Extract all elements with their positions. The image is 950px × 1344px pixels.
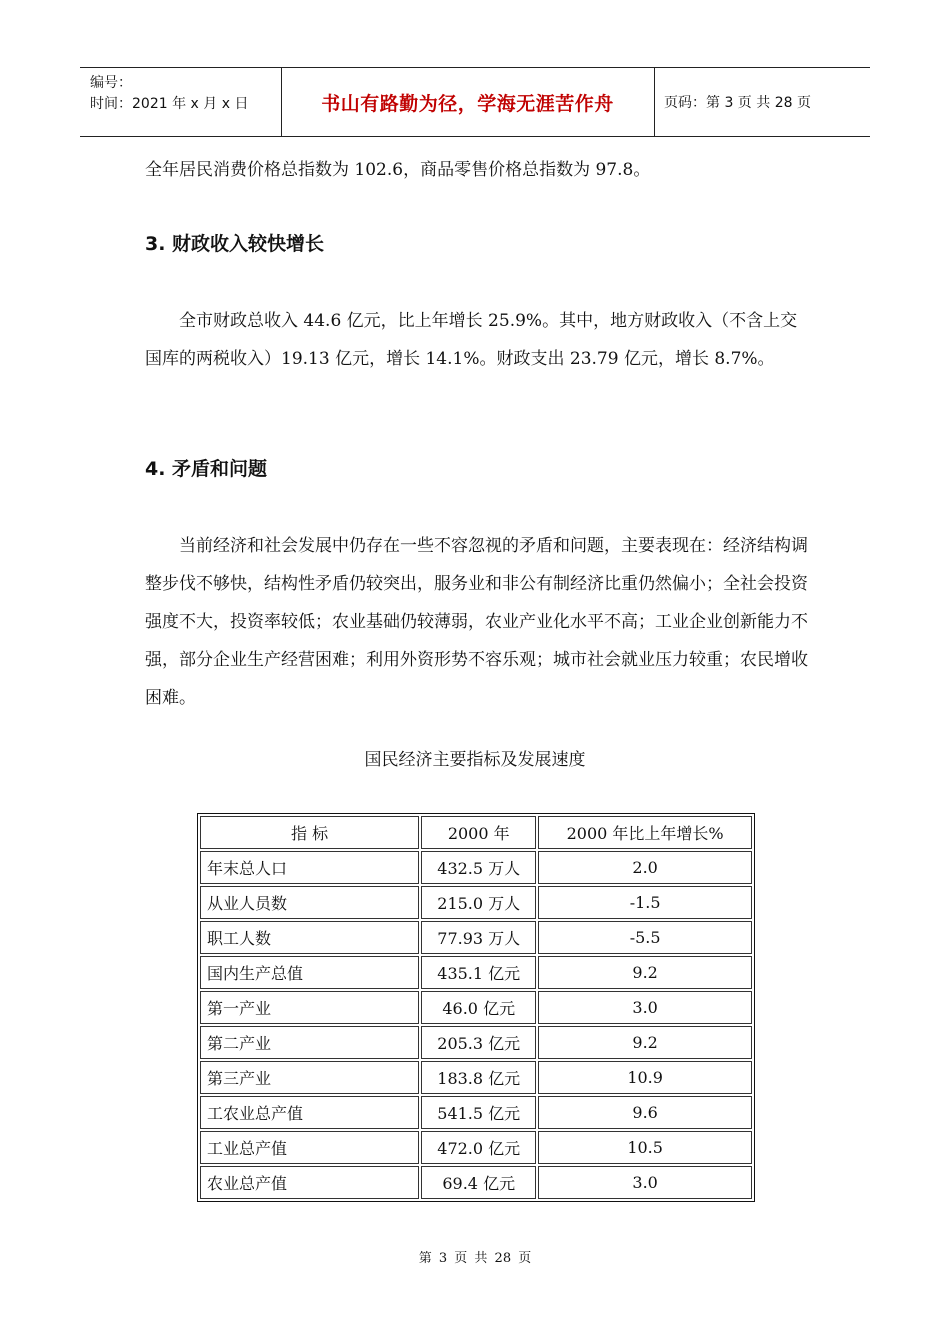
table-row: [200, 1061, 752, 1094]
indicator-name-cell: 职工人数: [200, 921, 419, 954]
table-row: [200, 956, 752, 989]
document-number-label: 编号：: [90, 75, 132, 91]
column-header: 指 标: [200, 816, 419, 849]
document-date: 时间：2021 年 x 月 x 日: [90, 96, 249, 112]
table-row: [200, 921, 752, 954]
value-2000-cell: 541.5 亿元: [421, 1096, 536, 1129]
paragraph-problems: 当前经济和社会发展中仍存在一些不容忽视的矛盾和问题，主要表现在：经济结构调整步伐不够快，结构性矛盾仍较突出，服务业和非公有制经济比重仍然偏小；全社会投资强度不大，投资率较低；农业基础仍较薄弱，农业产业化水平不高；工业企业创新能力不强，部分企业生产经营困难；利用外资形势不容乐观；城市社会就业压力较重；农民增收困难。: [145, 536, 808, 708]
paragraph-price-index: 全年居民消费价格总指数为 102.6，商品零售价格总指数为 97.8。: [145, 160, 651, 180]
growth-rate-cell: 2.0: [538, 851, 752, 884]
value-2000-cell: 432.5 万人: [421, 851, 536, 884]
indicator-name-cell: 年末总人口: [200, 851, 419, 884]
growth-rate-cell: -1.5: [538, 886, 752, 919]
value-2000-cell: 205.3 亿元: [421, 1026, 536, 1059]
growth-rate-cell: 10.9: [538, 1061, 752, 1094]
heading-fiscal-revenue: 3. 财政收入较快增长: [145, 233, 325, 255]
indicator-name-cell: 第二产业: [200, 1026, 419, 1059]
indicator-name-cell: 农业总产值: [200, 1166, 419, 1199]
column-header: 2000 年: [421, 816, 536, 849]
table-row: [200, 1166, 752, 1199]
indicator-name-cell: 从业人员数: [200, 886, 419, 919]
growth-rate-cell: 9.6: [538, 1096, 752, 1129]
table-header-row: [200, 816, 752, 849]
growth-rate-cell: 3.0: [538, 1166, 752, 1199]
page-header: [80, 67, 870, 137]
value-2000-cell: 215.0 万人: [421, 886, 536, 919]
growth-rate-cell: -5.5: [538, 921, 752, 954]
value-2000-cell: 46.0 亿元: [421, 991, 536, 1024]
table-row: [200, 851, 752, 884]
indicator-name-cell: 工农业总产值: [200, 1096, 419, 1129]
indicators-table: [197, 813, 755, 1202]
table-caption: 国民经济主要指标及发展速度: [364, 750, 586, 770]
indicator-name-cell: 第三产业: [200, 1061, 419, 1094]
header-motto: 书山有路勤为径，学海无涯苦作舟: [321, 92, 614, 115]
table-row: [200, 1131, 752, 1164]
indicator-name-cell: 第一产业: [200, 991, 419, 1024]
value-2000-cell: 435.1 亿元: [421, 956, 536, 989]
table-row: [200, 1026, 752, 1059]
indicator-name-cell: 工业总产值: [200, 1131, 419, 1164]
column-header: 2000 年比上年增长%: [538, 816, 752, 849]
value-2000-cell: 472.0 亿元: [421, 1131, 536, 1164]
growth-rate-cell: 10.5: [538, 1131, 752, 1164]
value-2000-cell: 183.8 亿元: [421, 1061, 536, 1094]
table-row: [200, 991, 752, 1024]
header-page-info: 页码：第 3 页 共 28 页: [664, 95, 811, 111]
page-footer: 第 3 页 共 28 页: [418, 1251, 532, 1266]
growth-rate-cell: 3.0: [538, 991, 752, 1024]
value-2000-cell: 69.4 亿元: [421, 1166, 536, 1199]
growth-rate-cell: 9.2: [538, 956, 752, 989]
table-row: [200, 1096, 752, 1129]
indicator-name-cell: 国内生产总值: [200, 956, 419, 989]
heading-problems: 4. 矛盾和问题: [145, 458, 268, 480]
growth-rate-cell: 9.2: [538, 1026, 752, 1059]
header-divider: [654, 68, 655, 136]
value-2000-cell: 77.93 万人: [421, 921, 536, 954]
header-meta: [90, 73, 248, 115]
table-row: [200, 886, 752, 919]
paragraph-fiscal-revenue: 全市财政总收入 44.6 亿元，比上年增长 25.9%。其中，地方财政收入（不含上交国库的两税收入）19.13 亿元，增长 14.1%。财政支出 23.79 亿元，增长 8.7%。: [145, 311, 798, 369]
